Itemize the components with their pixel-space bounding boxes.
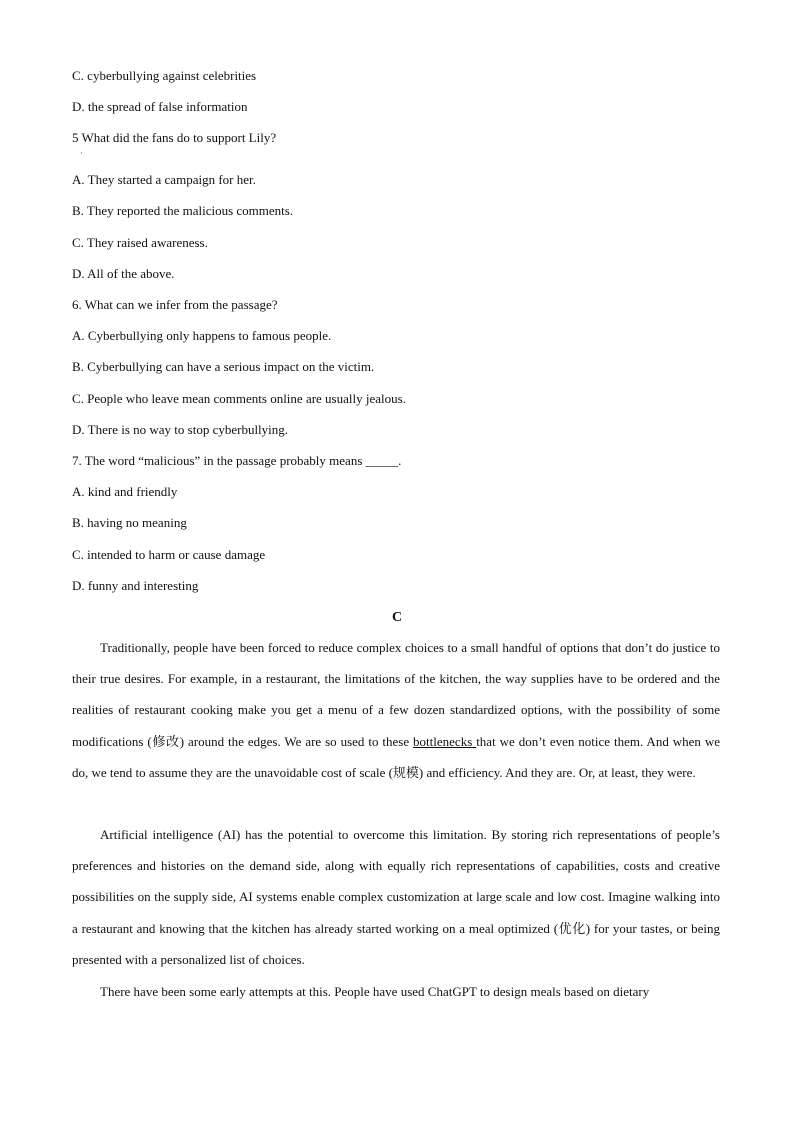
q5-stem: 5 What did the fans do to support Lily?	[72, 130, 277, 145]
q6-stem: 6. What can we infer from the passage?	[72, 297, 278, 312]
passage-paragraph-3: There have been some early attempts at this. People have used ChatGPT to design meals based on dietary	[100, 984, 650, 999]
q6-option-a: A. Cyberbullying only happens to famous people.	[72, 328, 332, 343]
q7-option-d: D. funny and interesting	[72, 578, 199, 593]
q7-option-c: C. intended to harm or cause damage	[72, 547, 266, 562]
q6-option-b: B. Cyberbullying can have a serious impact on the victim.	[72, 359, 375, 374]
q6-option-d: D. There is no way to stop cyberbullying.	[72, 422, 289, 437]
q5-option-c: C. They raised awareness.	[72, 235, 208, 250]
q7-option-b: B. having no meaning	[72, 515, 187, 530]
q4-option-c: C. cyberbullying against celebrities	[72, 68, 257, 83]
q7-option-a: A. kind and friendly	[72, 484, 178, 499]
paragraph-1-text-b: that we don’t even notice them. And when we do, we tend to assume they are the unavoidable cost of scale (规模) and efficiency. And they are. Or, at least, they were.	[72, 733, 720, 780]
passage-paragraph-2: Artificial intelligence (AI) has the potential to overcome this limitation. By storing rich representations of people’s preferences and histories on the demand side, along with equally rich representations of capabilities, costs and creative possibilities on the supply side, AI systems enable complex customization at large scale and low cost. Imagine walking into a restaurant and knowing that the kitchen has already started working on a meal optimized (优化) for your tastes, or being presented with a personalized list of choices.	[72, 827, 720, 967]
passage-paragraph-1	[72, 632, 720, 788]
q7-stem: 7. The word “malicious” in the passage probably means _____.	[72, 453, 402, 468]
stray-dot: ·	[80, 149, 83, 158]
underlined-word: bottlenecks	[413, 733, 477, 749]
q4-option-d: D. the spread of false information	[72, 99, 248, 114]
paragraph-1-text-a: Traditionally, people have been forced to reduce complex choices to a small handful of options that don’t do justice to their true desires. For example, in a restaurant, the limitations of the kitchen, the way supplies have to be ordered and the realities of restaurant cooking make you get a menu of a few dozen standardized options, with the possibility of some modifications (修改) around the edges. We are so used to these	[72, 640, 720, 749]
q5-option-a: A. They started a campaign for her.	[72, 172, 256, 187]
q5-option-d: D. All of the above.	[72, 266, 175, 281]
section-heading: C	[391, 610, 403, 625]
q5-option-b: B. They reported the malicious comments.	[72, 203, 294, 218]
q6-option-c: C. People who leave mean comments online are usually jealous.	[72, 391, 406, 406]
